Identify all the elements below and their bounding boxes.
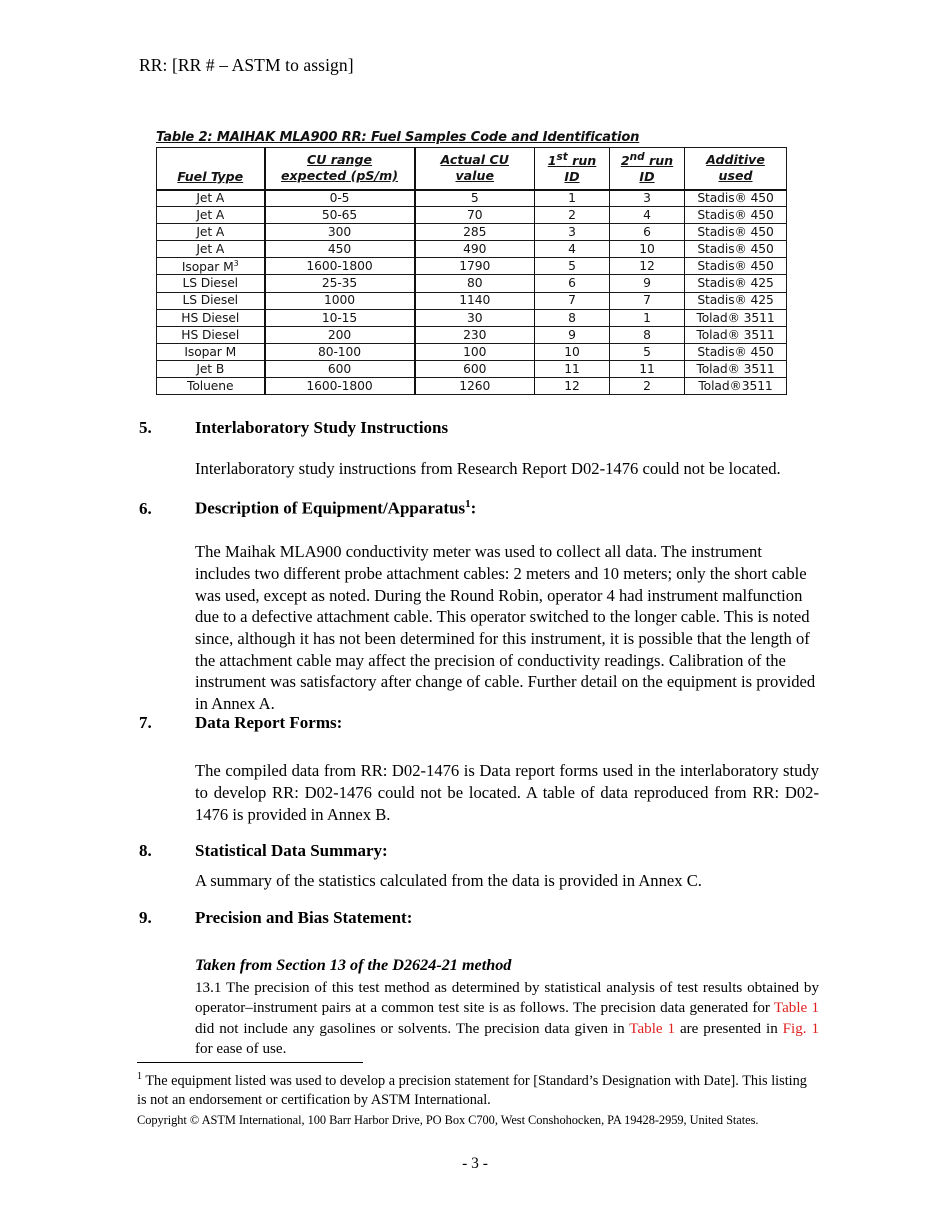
section-9 xyxy=(139,908,819,1059)
column-header-run1-line1: 1st run xyxy=(547,151,597,169)
cell-fuel-type: LS Diesel xyxy=(157,275,265,292)
table2-fuel-samples xyxy=(156,147,787,395)
cell-additive: Stadis® 450 xyxy=(685,224,787,241)
section-9-number: 9. xyxy=(139,908,152,927)
column-header-actual-cu-line1: Actual CU xyxy=(440,152,509,168)
cell-cu-range: 450 xyxy=(265,241,415,258)
section-8 xyxy=(139,841,819,892)
column-header-additive-line2: used xyxy=(718,167,753,183)
cell-run1-id: 12 xyxy=(535,378,610,395)
column-header-run2-line2: ID xyxy=(639,168,655,184)
table2-block xyxy=(156,130,788,395)
cell-fuel-type: HS Diesel xyxy=(157,326,265,343)
clause-text-part1: 13.1 The precision of this test method as determined by statistical analysis of test results obtained by operator–instrument pairs at a common test site is as follows. The precision data generated for xyxy=(195,980,819,1017)
cell-superscript: 3 xyxy=(233,258,239,268)
copyright-notice: Copyright © ASTM International, 100 Barr Harbor Drive, PO Box C700, West Conshohocken, PA 19428-2959, United States. xyxy=(137,1113,759,1128)
section-6-heading xyxy=(139,498,819,519)
footnote-body: The equipment listed was used to develop a precision statement for [Standard’s Designation with Date]. This listing is not an endorsement or certification by ASTM International. xyxy=(137,1072,807,1109)
cell-run2-id: 9 xyxy=(610,275,685,292)
page-number: - 3 - xyxy=(462,1155,488,1172)
section-5-heading xyxy=(139,418,819,438)
cell-additive: Stadis® 450 xyxy=(685,258,787,275)
cell-cu-range: 1600-1800 xyxy=(265,258,415,275)
running-head: RR: [RR # – ASTM to assign] xyxy=(139,55,354,75)
cell-run1-id: 4 xyxy=(535,241,610,258)
cell-run1-id: 11 xyxy=(535,360,610,377)
section-6-title: Description of Equipment/Apparatus xyxy=(195,498,466,518)
section-7-body: The compiled data from RR: D02-1476 is Data report forms used in the interlaboratory study to develop RR: D02-1476 could not be located. A table of data reproduced from RR: D02-1476 is provided in Annex B. xyxy=(195,761,819,825)
cell-fuel-type: Jet A xyxy=(157,224,265,241)
cell-actual-cu: 1260 xyxy=(415,378,535,395)
table-row xyxy=(157,309,787,326)
cell-run1-id: 7 xyxy=(535,292,610,309)
cell-actual-cu: 1790 xyxy=(415,258,535,275)
table-row xyxy=(157,241,787,258)
column-header-run1-id xyxy=(535,148,610,190)
column-header-cu-range-line1: CU range xyxy=(306,152,373,168)
cell-cu-range: 50-65 xyxy=(265,207,415,224)
section-8-number: 8. xyxy=(139,841,152,860)
cell-additive: Tolad® 3511 xyxy=(685,309,787,326)
cell-actual-cu: 100 xyxy=(415,343,535,360)
cell-run1-id: 1 xyxy=(535,190,610,207)
cell-additive: Tolad® 3511 xyxy=(685,326,787,343)
table-row xyxy=(157,207,787,224)
cell-additive: Stadis® 425 xyxy=(685,275,787,292)
cell-run1-id: 10 xyxy=(535,343,610,360)
table-row xyxy=(157,292,787,309)
cell-run2-id: 4 xyxy=(610,207,685,224)
cell-fuel-type: Isopar M xyxy=(157,343,265,360)
cell-fuel-type: Jet A xyxy=(157,241,265,258)
section-6-number: 6. xyxy=(139,498,152,518)
cell-additive: Stadis® 450 xyxy=(685,343,787,360)
cell-run2-id: 10 xyxy=(610,241,685,258)
cross-reference-fig-1[interactable]: Fig. 1 xyxy=(782,1020,820,1037)
column-header-actual-cu-line2: value xyxy=(455,167,495,183)
cell-actual-cu: 1140 xyxy=(415,292,535,309)
clause-text-part2: did not include any gasolines or solvents. The precision data given in xyxy=(195,1020,630,1037)
cell-actual-cu: 80 xyxy=(415,275,535,292)
cell-cu-range: 1600-1800 xyxy=(265,378,415,395)
cell-actual-cu: 230 xyxy=(415,326,535,343)
column-header-run1-line2: ID xyxy=(564,168,580,184)
section-6-body: The Maihak MLA900 conductivity meter was used to collect all data. The instrument includes two different probe attachment cables: 2 meters and 10 meters; only the short cable was used, except as noted. During the Round Robin, operator 4 had instrument malfunction due to a defective attachment cable. This operator switched to the longer cable. This is noted since, although it has not been determined for this instrument, it is possible that the length of the attachment cable may affect the precision of conductivity readings. Calibration of the instrument was satisfactory after change of cable. Further detail on the equipment is provided in Annex A. xyxy=(195,542,816,714)
section-8-heading xyxy=(139,841,819,861)
section-6 xyxy=(139,498,819,715)
column-header-cu-range-line2: expected (pS/m) xyxy=(281,167,398,183)
section-7-heading xyxy=(139,713,819,733)
section-5-title: Interlaboratory Study Instructions xyxy=(195,418,449,437)
cell-additive: Stadis® 450 xyxy=(685,241,787,258)
cell-cu-range: 200 xyxy=(265,326,415,343)
cell-actual-cu: 490 xyxy=(415,241,535,258)
cell-cu-range: 600 xyxy=(265,360,415,377)
cell-run2-id: 6 xyxy=(610,224,685,241)
cell-additive: Tolad®3511 xyxy=(685,378,787,395)
cell-additive: Tolad® 3511 xyxy=(685,360,787,377)
cross-reference-table-1-second[interactable]: Table 1 xyxy=(629,1020,676,1037)
column-header-run2-line1: 2nd run xyxy=(620,151,674,169)
footnote-separator-rule xyxy=(137,1062,363,1063)
cell-run2-id: 5 xyxy=(610,343,685,360)
cell-additive: Stadis® 450 xyxy=(685,207,787,224)
section-7-number: 7. xyxy=(139,713,152,732)
table-row xyxy=(157,343,787,360)
section-6-title-suffix: : xyxy=(470,498,477,518)
cell-run2-id: 7 xyxy=(610,292,685,309)
cell-cu-range: 25-35 xyxy=(265,275,415,292)
cell-fuel-type: Jet A xyxy=(157,190,265,207)
cross-reference-table-1-first[interactable]: Table 1 xyxy=(773,1000,820,1017)
cell-run1-id: 3 xyxy=(535,224,610,241)
cell-fuel-type: Jet A xyxy=(157,207,265,224)
cell-actual-cu: 600 xyxy=(415,360,535,377)
cell-cu-range: 10-15 xyxy=(265,309,415,326)
cell-run2-id: 12 xyxy=(610,258,685,275)
section-7 xyxy=(139,713,819,826)
section-5-number: 5. xyxy=(139,418,152,437)
column-header-fuel-type-label: Fuel Type xyxy=(177,169,244,185)
section-6-footnote-marker: 1 xyxy=(465,498,471,510)
column-header-cu-range xyxy=(265,148,415,190)
cell-fuel-type: Toluene xyxy=(157,378,265,395)
section-9-heading xyxy=(139,908,819,928)
cell-actual-cu: 5 xyxy=(415,190,535,207)
cell-cu-range: 1000 xyxy=(265,292,415,309)
table2-caption: Table 2: MAIHAK MLA900 RR: Fuel Samples Code and Identification xyxy=(156,130,640,145)
cell-run2-id: 1 xyxy=(610,309,685,326)
cell-fuel-type: HS Diesel xyxy=(157,309,265,326)
cell-cu-range: 300 xyxy=(265,224,415,241)
table-header-row xyxy=(157,148,787,190)
section-9-title: Precision and Bias Statement: xyxy=(195,908,413,927)
cell-run2-id: 3 xyxy=(610,190,685,207)
cell-run1-id: 8 xyxy=(535,309,610,326)
column-header-additive-line1: Additive xyxy=(706,152,765,168)
table-row xyxy=(157,275,787,292)
footnote-marker: 1 xyxy=(137,1071,142,1082)
column-header-actual-cu xyxy=(415,148,535,190)
cell-run2-id: 8 xyxy=(610,326,685,343)
table-row xyxy=(157,190,787,207)
cell-run1-id: 9 xyxy=(535,326,610,343)
cell-actual-cu: 70 xyxy=(415,207,535,224)
column-header-additive xyxy=(685,148,787,190)
section-7-title: Data Report Forms: xyxy=(195,713,343,732)
section-8-title: Statistical Data Summary: xyxy=(195,841,388,860)
section-9-subheading: Taken from Section 13 of the D2624-21 method xyxy=(195,956,512,975)
table2-body xyxy=(157,190,787,395)
cell-actual-cu: 30 xyxy=(415,309,535,326)
footnote-1 xyxy=(137,1070,817,1111)
cell-run1-id: 6 xyxy=(535,275,610,292)
footnote-area xyxy=(137,1062,817,1128)
cell-additive: Stadis® 425 xyxy=(685,292,787,309)
cell-fuel-type: LS Diesel xyxy=(157,292,265,309)
table-row xyxy=(157,360,787,377)
section-9-clause-13-1 xyxy=(195,978,819,1058)
cell-run2-id: 11 xyxy=(610,360,685,377)
cell-run1-id: 5 xyxy=(535,258,610,275)
cell-cu-range: 0-5 xyxy=(265,190,415,207)
section-5-body: Interlaboratory study instructions from Research Report D02-1476 could not be located. xyxy=(195,459,781,479)
cell-additive: Stadis® 450 xyxy=(685,190,787,207)
table-row xyxy=(157,378,787,395)
column-header-run2-id xyxy=(610,148,685,190)
section-5 xyxy=(139,418,819,480)
cell-actual-cu: 285 xyxy=(415,224,535,241)
cell-run1-id: 2 xyxy=(535,207,610,224)
clause-text-part3: are presented in xyxy=(675,1020,783,1037)
column-header-fuel-type xyxy=(157,148,265,190)
cell-fuel-type: Jet B xyxy=(157,360,265,377)
cell-fuel-type: Isopar $M^3$ xyxy=(157,258,265,275)
section-8-body: A summary of the statistics calculated from the data is provided in Annex C. xyxy=(195,871,702,891)
table-row xyxy=(157,224,787,241)
table-row xyxy=(157,258,787,275)
cell-cu-range: 80-100 xyxy=(265,343,415,360)
cell-run2-id: 2 xyxy=(610,378,685,395)
clause-text-part4: for ease of use. xyxy=(195,1040,287,1057)
table-row xyxy=(157,326,787,343)
